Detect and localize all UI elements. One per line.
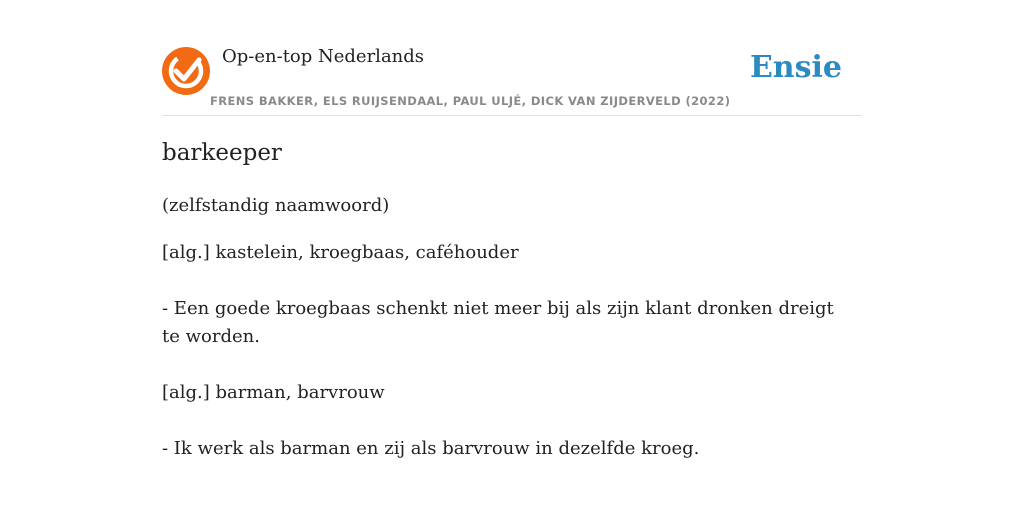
sense-2-example: - Ik werk als barman en zij als barvrouw in dezelfde kroeg. xyxy=(162,438,700,459)
word-class: (zelfstandig naamwoord) xyxy=(162,195,390,216)
sense-1-example: - Een goede kroegbaas schenkt niet meer bij als zijn klant dronken dreigt te worden. xyxy=(162,298,834,347)
sense-1-definition: [alg.] kastelein, kroegbaas, caféhouder xyxy=(162,242,519,263)
header-divider xyxy=(162,115,862,116)
ensie-logo[interactable]: Ensie xyxy=(749,50,842,85)
checkmark-circle-icon xyxy=(162,47,210,95)
source-title[interactable]: Op-en-top Nederlands xyxy=(222,46,425,67)
headword: barkeeper xyxy=(162,140,282,166)
sense-2-definition: [alg.] barman, barvrouw xyxy=(162,382,385,403)
source-authors: FRENS BAKKER, ELS RUIJSENDAAL, PAUL ULJÉ, DICK VAN ZIJDERVELD (2022) xyxy=(210,94,731,108)
entry-card xyxy=(162,0,862,512)
